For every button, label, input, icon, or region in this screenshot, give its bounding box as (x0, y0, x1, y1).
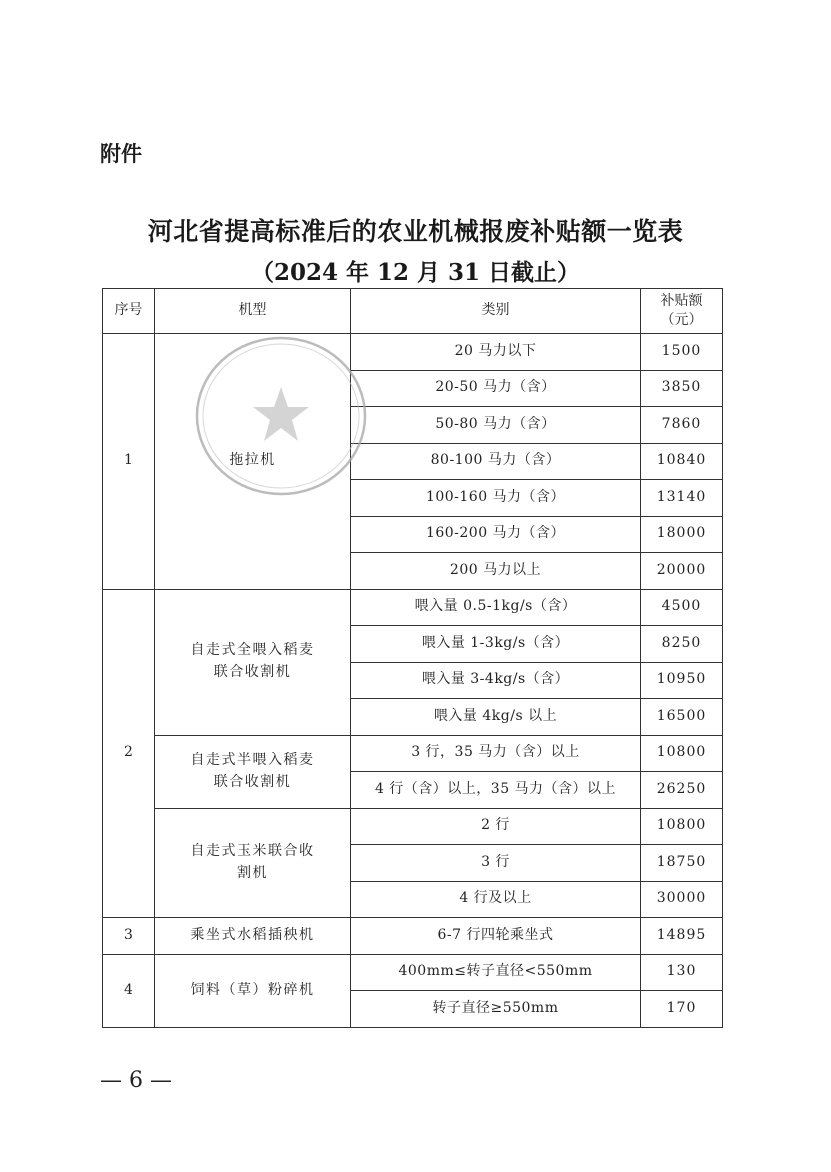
category-cell: 3 行 (351, 845, 641, 882)
category-cell: 20-50 马力（含） (351, 370, 641, 407)
table-row (103, 954, 723, 991)
table-row (103, 334, 723, 371)
amount-cell: 170 (641, 991, 723, 1028)
category-cell: 160-200 马力（含） (351, 516, 641, 553)
seq-cell: 3 (103, 918, 155, 955)
amount-cell: 8250 (641, 626, 723, 663)
category-cell: 喂入量 4kg/s 以上 (351, 699, 641, 736)
category-cell: 喂入量 0.5-1kg/s（含） (351, 589, 641, 626)
category-cell: 200 马力以上 (351, 553, 641, 590)
category-cell: 喂入量 1-3kg/s（含） (351, 626, 641, 663)
seq-cell: 4 (103, 954, 155, 1027)
category-cell: 400mm≤转子直径<550mm (351, 954, 641, 991)
document-subtitle: （2024 年 12 月 31 日截止） (250, 259, 581, 286)
model-cell (155, 589, 351, 735)
model-name: 自走式半喂入稻麦联合收割机 (190, 751, 315, 790)
category-cell: 80-100 马力（含） (351, 443, 641, 480)
amount-cell: 130 (641, 954, 723, 991)
amount-cell: 16500 (641, 699, 723, 736)
amount-cell: 7860 (641, 407, 723, 444)
category-cell: 4 行（含）以上，35 马力（含）以上 (351, 772, 641, 809)
category-cell: 3 行，35 马力（含）以上 (351, 735, 641, 772)
table-row (103, 589, 723, 626)
amount-cell: 1500 (641, 334, 723, 371)
document-title: 河北省提高标准后的农业机械报废补贴额一览表 (147, 217, 684, 246)
table-row (103, 735, 723, 772)
amount-cell: 10800 (641, 735, 723, 772)
amount-cell: 4500 (641, 589, 723, 626)
category-cell: 4 行及以上 (351, 881, 641, 918)
model-cell (155, 918, 351, 955)
attachment-label: 附件 (100, 142, 142, 166)
seq-cell: 2 (103, 589, 155, 918)
category-cell: 100-160 马力（含） (351, 480, 641, 517)
model-name: 自走式全喂入稻麦联合收割机 (190, 642, 315, 680)
category-cell: 50-80 马力（含） (351, 407, 641, 444)
model-name: 自走式玉米联合收割机 (190, 843, 315, 881)
table-row (103, 918, 723, 955)
amount-cell: 30000 (641, 881, 723, 918)
category-cell: 转子直径≥550mm (351, 991, 641, 1028)
model-cell (155, 334, 351, 590)
header-category: 类别 (351, 289, 641, 334)
model-cell (155, 808, 351, 918)
amount-cell: 10950 (641, 662, 723, 699)
amount-cell: 10840 (641, 443, 723, 480)
subsidy-table (102, 288, 723, 1028)
amount-cell: 18000 (641, 516, 723, 553)
amount-cell: 3850 (641, 370, 723, 407)
model-name: 乘坐式水稻插秧机 (190, 926, 315, 943)
model-name: 拖拉机 (229, 452, 276, 469)
category-cell: 2 行 (351, 808, 641, 845)
model-name: 饲料（草）粉碎机 (190, 981, 315, 998)
category-cell: 喂入量 3-4kg/s（含） (351, 662, 641, 699)
model-cell (155, 735, 351, 808)
header-seq: 序号 (103, 289, 155, 334)
page-number: — 6 — (100, 1068, 172, 1093)
seq-cell: 1 (103, 334, 155, 590)
amount-cell: 20000 (641, 553, 723, 590)
table-header-row (103, 289, 723, 334)
amount-cell: 14895 (641, 918, 723, 955)
amount-cell: 13140 (641, 480, 723, 517)
header-amount: 补贴额 （元） (641, 289, 723, 334)
table-row (103, 808, 723, 845)
amount-cell: 26250 (641, 772, 723, 809)
model-cell (155, 954, 351, 1027)
category-cell: 6-7 行四轮乘坐式 (351, 918, 641, 955)
header-model: 机型 (155, 289, 351, 334)
amount-cell: 10800 (641, 808, 723, 845)
amount-cell: 18750 (641, 845, 723, 882)
category-cell: 20 马力以下 (351, 334, 641, 371)
